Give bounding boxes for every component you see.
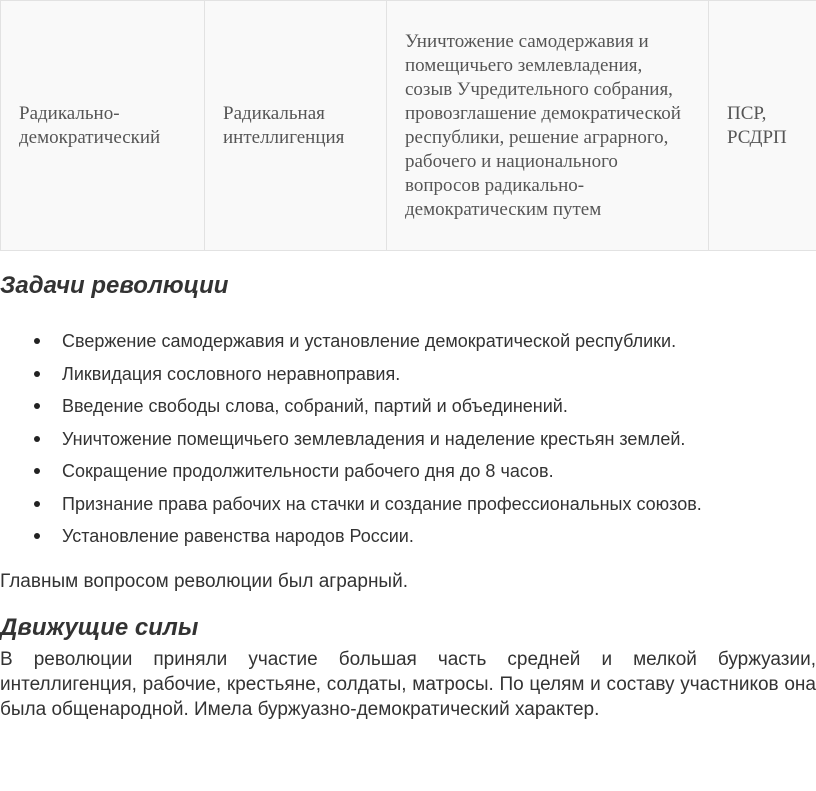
social-base-text: Радикальная интеллигенция bbox=[223, 102, 345, 148]
list-item bbox=[0, 325, 816, 358]
direction-text: Радикально-демократический bbox=[19, 102, 161, 148]
bullet-icon bbox=[34, 533, 40, 539]
revolution-table bbox=[0, 0, 816, 251]
list-item-text: Свержение самодержавия и установление демократической республики. bbox=[62, 331, 677, 351]
list-item-text: Ликвидация сословного неравноправия. bbox=[62, 363, 401, 384]
tasks-list bbox=[0, 325, 816, 553]
list-item-text: Уничтожение помещичьего землевладения и наделение крестьян землей. bbox=[62, 428, 686, 449]
table-cell-program bbox=[387, 1, 709, 251]
list-item bbox=[0, 358, 816, 391]
main-question-paragraph: Главным вопросом революции был аграрный. bbox=[0, 571, 408, 592]
bullet-icon bbox=[34, 403, 40, 409]
program-text: Уничтожение самодержавия и помещичьего землевладения, созыв Учредительного собрания, провозглашение демократической республики, решение аграрного, рабочего и национального вопросов радикально-демократическим путем bbox=[405, 30, 681, 220]
bullet-icon bbox=[34, 468, 40, 474]
list-item bbox=[0, 520, 816, 553]
parties-text: ПСР, РСДРП bbox=[727, 102, 787, 148]
list-item-text: Признание права рабочих на стачки и создание профессиональных союзов. bbox=[62, 493, 702, 514]
table-row bbox=[1, 1, 816, 251]
table-cell-social-base bbox=[205, 1, 387, 251]
list-item-text: Установление равенства народов России. bbox=[62, 526, 414, 546]
forces-paragraph: В революции приняли участие большая часть средней и мелкой буржуазии, интеллигенция, рабочие, крестьяне, солдаты, матросы. По целям и составу участников она была общенародной. Имела буржуазно-демократический характер. bbox=[0, 649, 816, 720]
list-item bbox=[0, 390, 816, 423]
tasks-heading: Задачи революции bbox=[0, 272, 229, 299]
bullet-icon bbox=[34, 501, 40, 507]
list-item bbox=[0, 455, 816, 488]
bullet-icon bbox=[34, 436, 40, 442]
list-item-text: Сокращение продолжительности рабочего дня до 8 часов. bbox=[62, 461, 554, 481]
forces-heading: Движущие силы bbox=[0, 614, 199, 641]
list-item bbox=[0, 423, 816, 456]
table-cell-direction bbox=[1, 1, 205, 251]
list-item bbox=[0, 488, 816, 521]
list-item-text: Введение свободы слова, собраний, партий и объединений. bbox=[62, 396, 568, 416]
bullet-icon bbox=[34, 371, 40, 377]
table-cell-parties bbox=[709, 1, 816, 251]
bullet-icon bbox=[34, 338, 40, 344]
